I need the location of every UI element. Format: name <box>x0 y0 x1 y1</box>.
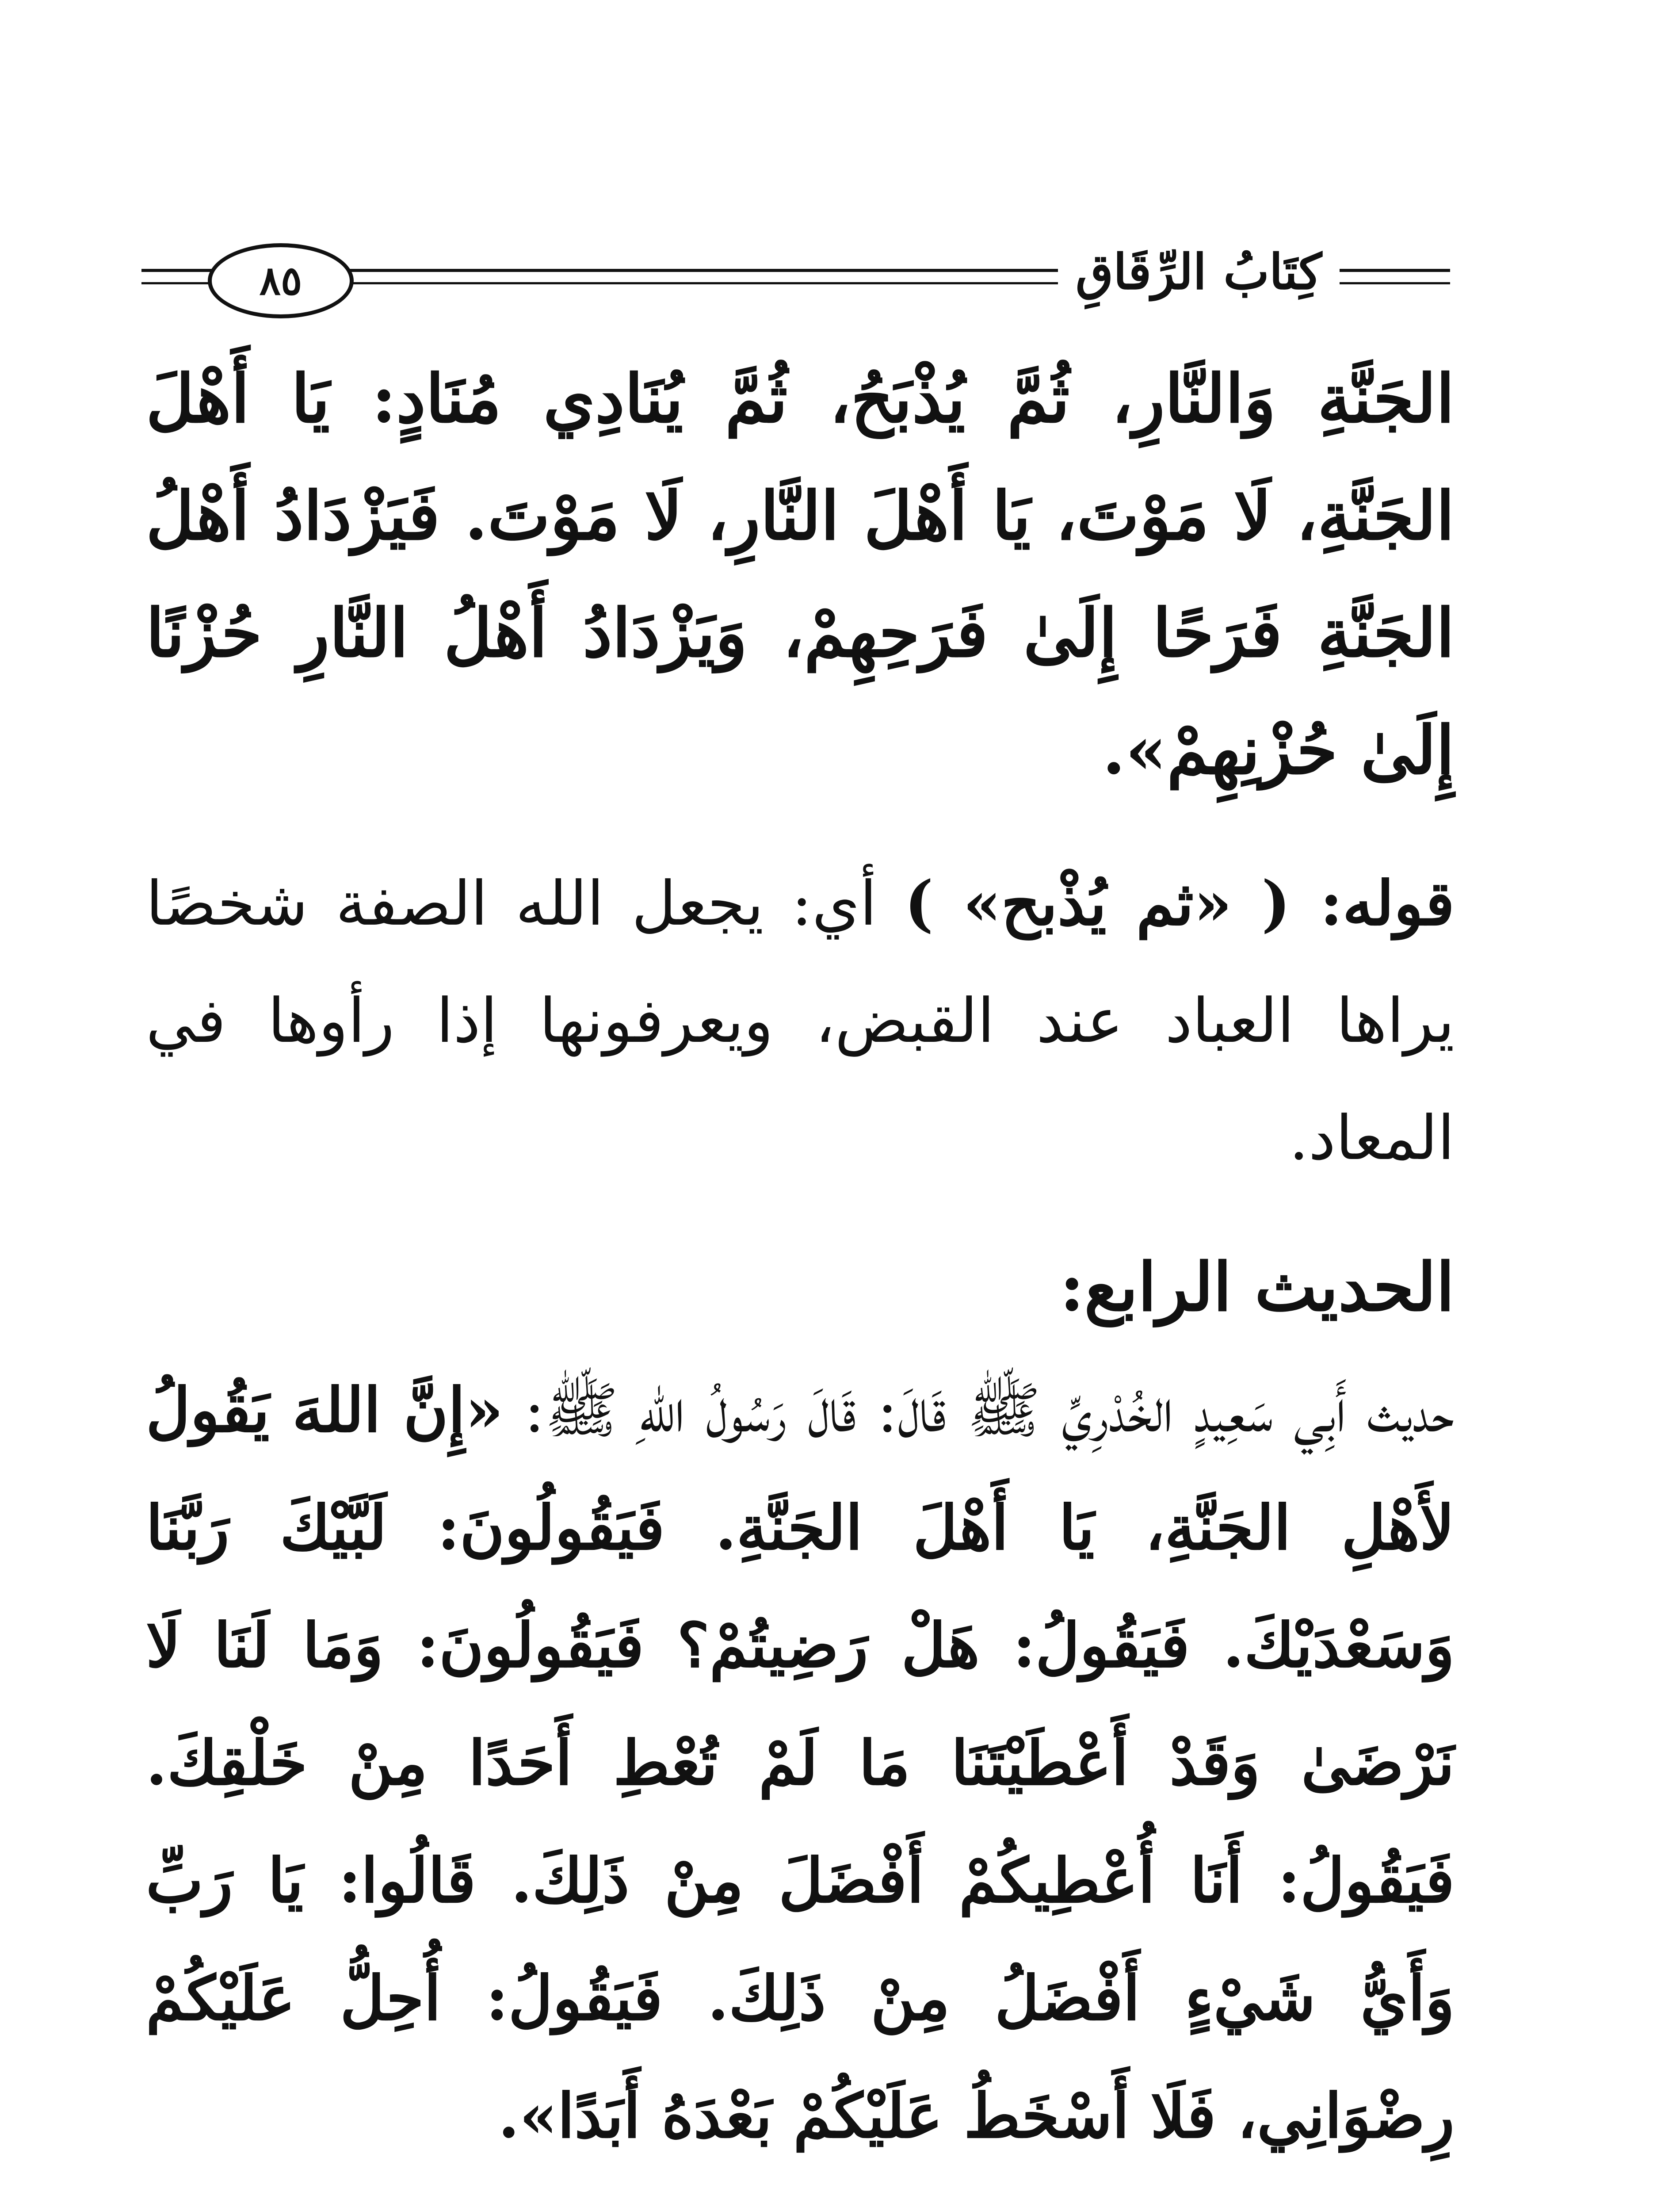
commentary-paragraph <box>146 845 1455 1197</box>
hadith-continuation: الجَنَّةِ وَالنَّارِ، ثُمَّ يُذْبَحُ، ثُمَّ يُنَادِي مُنَادٍ: يَا أَهْلَ الجَنَّةِ، لَا مَوْتَ، يَا أَهْلَ النَّارِ، لَا مَوْتَ. فَيَزْدَادُ أَهْلُ الجَنَّةِ فَرَحًا إِلَىٰ فَرَحِهِمْ، وَيَزْدَادُ أَهْلُ النَّارِ حُزْنًا إِلَىٰ حُزْنِهِمْ». <box>146 360 1455 789</box>
commentary-lead: قوله: ( «ثم يُذْبح» ) <box>904 867 1455 939</box>
section-heading-4: الحديث الرابع: <box>1060 1248 1455 1326</box>
hadith-4-quote: «إِنَّ اللهَ يَقُولُ لأَهْلِ الجَنَّةِ، يَا أَهْلَ الجَنَّةِ. فَيَقُولُونَ: لَبَّيْكَ رَبَّنَا وَسَعْدَيْكَ. فَيَقُولُ: هَلْ رَضِيتُمْ؟ فَيَقُولُونَ: وَمَا لَنَا لَا نَرْضَىٰ وَقَدْ أَعْطَيْتَنَا مَا لَمْ تُعْطِ أَحَدًا مِنْ خَلْقِكَ. فَيَقُولُ: أَنَا أُعْطِيكُمْ أَفْضَلَ مِنْ ذَلِكَ. قَالُوا: يَا رَبِّ وَأَيُّ شَيْءٍ أَفْضَلُ مِنْ ذَلِكَ. فَيَقُولُ: أُحِلُّ عَلَيْكُمْ رِضْوَانِي، فَلَا أَسْخَطُ عَلَيْكُمْ بَعْدَهُ أَبَدًا». <box>146 1374 1455 2152</box>
commentary-text: أي: يجعل الله الصفة شخصًا يراها العباد عند القبض، ويعرفونها إذا رأوها في المعاد. <box>146 868 1455 1174</box>
main-text <box>146 340 1455 2211</box>
hadith-4 <box>146 1351 1455 2175</box>
running-title: كِتَابُ الرِّقَاقِ <box>1058 243 1340 300</box>
page-number: ٨٥ <box>208 243 354 318</box>
page-header <box>141 230 1450 323</box>
hadith-4-intro: حديث أَبِي سَعِيدٍ الخُدْرِيِّ ﷺ قَالَ: قَالَ رَسُولُ اللهِ ﷺ: <box>524 1375 1455 1446</box>
